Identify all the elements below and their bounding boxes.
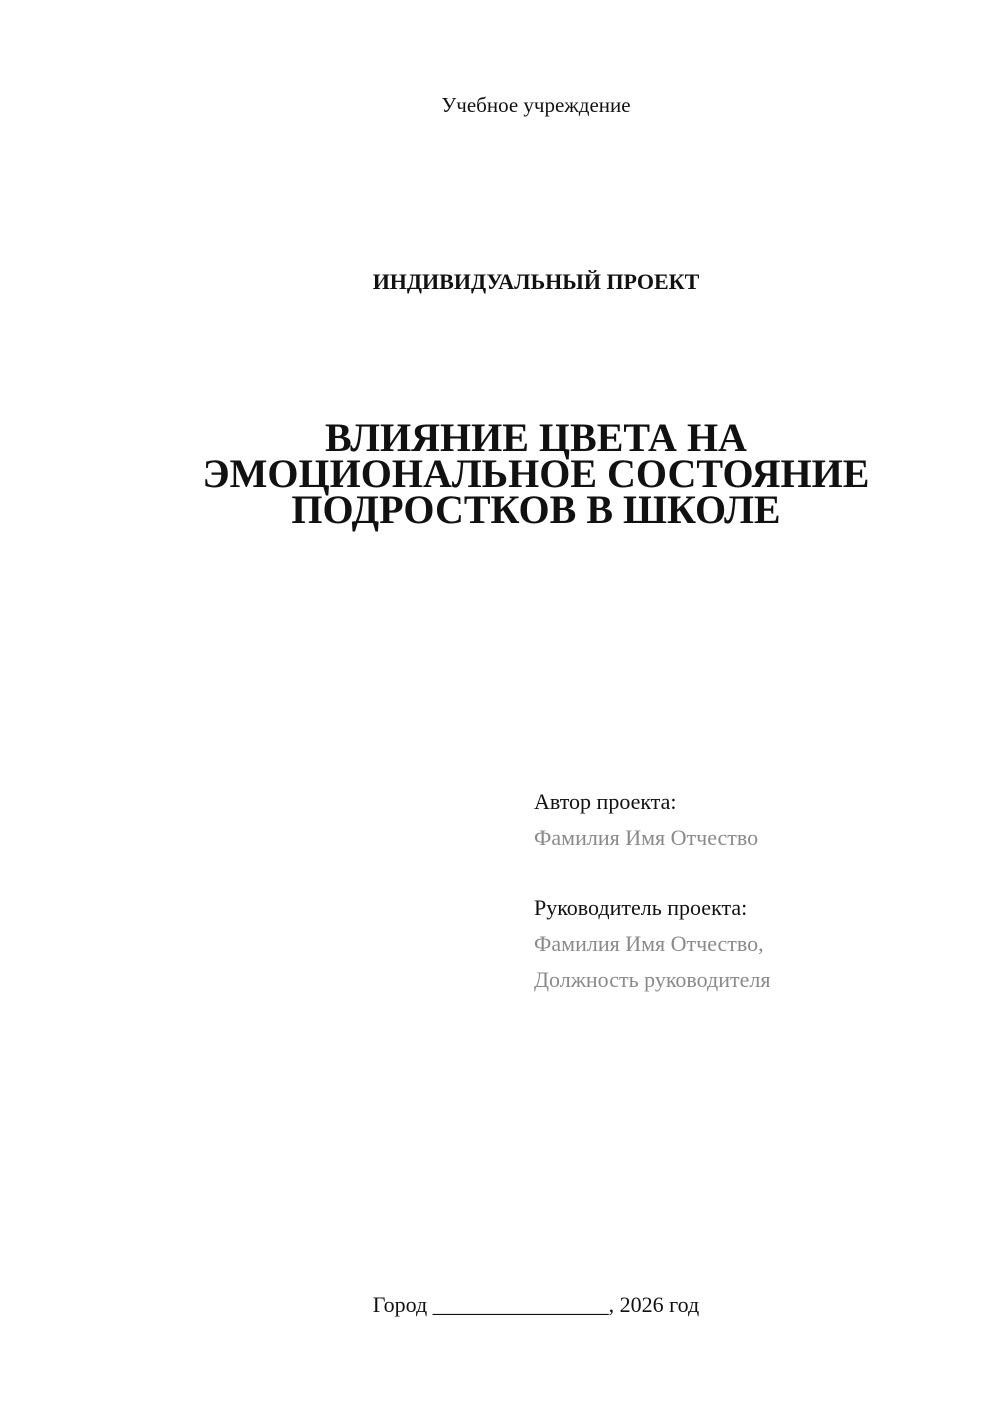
document-type: ИНДИВИДУАЛЬНЫЙ ПРОЕКТ: [372, 269, 700, 294]
author-label: Автор проекта:: [534, 789, 677, 814]
title-line-3: ПОДРОСТКОВ В ШКОЛЕ: [291, 487, 781, 532]
supervisor-position: Должность руководителя: [534, 967, 771, 992]
supervisor-block: [534, 890, 974, 998]
city-year-footer: Город ________________, 2026 год: [372, 1292, 700, 1317]
project-title: [0, 415, 1000, 532]
supervisor-label: Руководитель проекта:: [534, 895, 748, 920]
author-block: [534, 784, 974, 856]
title-line-1: ВЛИЯНИЕ ЦВЕТА НА: [325, 415, 747, 460]
author-name: Фамилия Имя Отчество: [534, 825, 759, 850]
institution-name: Учебное учреждение: [441, 93, 631, 117]
supervisor-name: Фамилия Имя Отчество,: [534, 931, 764, 956]
title-line-2: ЭМОЦИОНАЛЬНОЕ СОСТОЯНИЕ: [202, 451, 870, 496]
